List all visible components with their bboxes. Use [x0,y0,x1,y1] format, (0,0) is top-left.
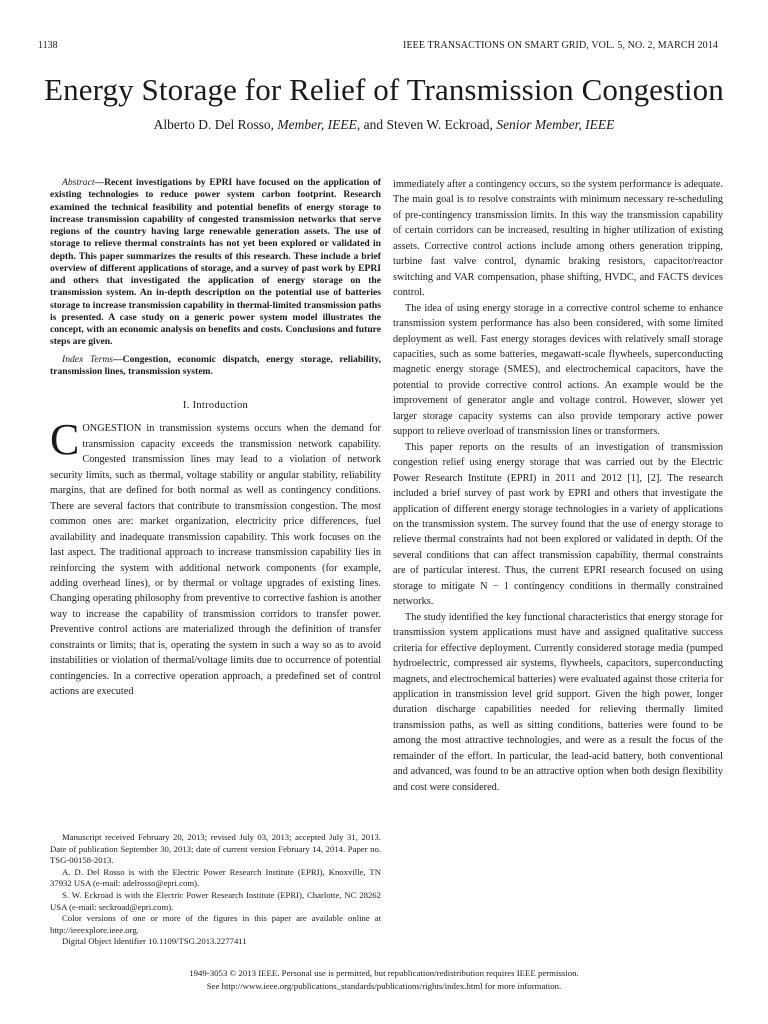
intro-paragraph-3: This paper reports on the results of an investigation of transmission congestion relief using energy storage that was carried out by the Electric Power Research Institute (EPRI) in 2011 and 2012 [1], [2]. The research included a brief survey of past work by EPRI and others that investigate the application of different energy storage technologies in a variety of applications on the transmission system. The survey found that the use of energy storage to relieve thermal constraints had not been explored or validated in depth. Of the several conditions that can affect transmission capability, thermal constraints are of particular interest. Thus, the current EPRI research focused on using storage to mitigate N − 1 contingency conditions in thermally constrained networks. [393,441,723,608]
footnote-doi: Digital Object Identifier 10.1109/TSG.2013.2277411 [62,936,247,947]
section-heading: I. Introduction [182,400,249,411]
abstract-label: Abstract [62,177,95,188]
author-2-role: Senior Member, IEEE [496,117,615,132]
author-1-role: Member, IEEE, [277,117,361,132]
author-2-name: Steven W. Eckroad, [386,117,493,132]
intro-paragraph-1 [50,415,381,699]
copyright-line-2: See http://www.ieee.org/publications_standards/publications/rights/index.html for more information. [206,981,562,991]
index-terms [50,354,381,379]
intro-paragraph-1-text: in transmission systems occurs when the demand for transmission capacity exceeds the transmission network capability. Congested transmission lines may lead to a violation of network security limits, such as thermal, voltage stability or angular stability, reliability margins, that are defined for both normal as well as contingency conditions. There are several factors that contribute to transmission congestion. The most common ones are: market organization, electricity price differences, fuel availability and inadequate transmission capability. This work focuses on the last aspect. The traditional approach to increase transmission capability lies in reinforcing the system with additional network components (for example, adding overhead lines), or by thermal or voltage upgrades of existing lines. Changing operating philosophy from preventive to corrective fashion is another way to increase the capability of transmission corridors to transfer power. Preventive control actions are materialized through the definition of transfer constraints or limits; that is, operating the system in such a way so as to avoid instabilities or violation of thermal/voltage limits due to occurrence of potential contingencies. In a corrective operation approach, a predefined set of control actions are executed [50,423,381,698]
footnotes [50,832,381,948]
copyright-notice [0,967,768,993]
copyright-line-1: 1949-3053 © 2013 IEEE. Personal use is permitted, but republication/redistribution requires IEEE permission. [189,968,579,978]
right-column [393,177,723,795]
intro-paragraph-1-continued: immediately after a contingency occurs, so the system performance is adequate. The main goal is to resolve constraints with minimum necessary re-scheduling of pre-contingency transmission limits. In this way the transmission capability of certain corridors can be increased, resulting in higher utilization of existing assets. Corrective control actions include among others generation tripping, turbine fast valve control, dynamic braking resistors, capacitor/reactor switching and VAR compensation, phase shifting, HVDC, and FACTS devices control. [393,179,723,299]
abstract-text: —Recent investigations by EPRI have focused on the application of existing technologies to reduce power system carbon footprint. Research examined the technical feasibility and potential benefits of energy storage to increase transmission capability of congested transmission networks that serve regions of the country having large renewable generation assets. The use of storage to relieve thermal constraints has not yet been explored or validated in depth. This paper summarizes the results of this research. These include a brief overview of different applications of storage, and a survey of past work by EPRI and others that investigated the application of energy storage on the transmission system. An in-depth description on the potential use of batteries storage to increase transmission capability in thermal-limited transmission paths is presented. A case study on a generic power system model illustrates the concept, with an economic analysis on benefits and costs. Conclusions and future steps are given. [50,177,381,348]
lead-word: ONGESTION [82,423,142,435]
index-terms-text: —Congestion, economic dispatch, energy storage, reliability, transmission lines, transmission system. [50,353,382,377]
intro-paragraph-4: The study identified the key functional characteristics that energy storage for transmission system applications must have and assigned qualitative success criteria for effective deployment. Currently considered storage media (pumped hydroelectric, compressed air systems, flywheels, capacitors, superconducting magnets, and electrochemical batteries) were evaluated against those criteria for application in transmission level grid support. Given the high power, longer duration discharge capabilities needed for relieving thermally limited transmission paths, as well as sitting conditions, batteries were found to be among the most attractive technologies, and were as a result the focus of the remainder of the effort. In particular, the lead-acid battery, both conventional and advanced, was found to be an attractive option when both design flexibility and cost were considered. [393,611,723,793]
intro-paragraph-2: The idea of using energy storage in a corrective control scheme to enhance transmission system performance has also been considered, with some limited deployment as well. Fast energy storages devices with relatively small storage capacities, such as some batteries, megawatt-scale flywheels, superconducting magnetic energy storage (SMES), and electrochemical capacitors, have the potential to provide corrective control actions. An example would be the improvement of generator angle and voltage control. However, slower yet larger storage capacity systems can also provide temporary active power support to relieve overload of transmission lines or transformers. [393,302,723,438]
running-head: IEEE TRANSACTIONS ON SMART GRID, VOL. 5, NO. 2, MARCH 2014 [403,40,718,51]
author-1-name: Alberto D. Del Rosso, [153,117,274,132]
footnote-author-2: S. W. Eckroad is with the Electric Power Research Institute (EPRI), Charlotte, NC 28262 USA (e-mail: seckroad@epri.com). [50,889,381,912]
footnote-author-1: A. D. Del Rosso is with the Electric Power Research Institute (EPRI), Knoxville, TN 37932 USA (e-mail: adelrosso@epri.com). [50,866,381,889]
abstract [50,177,381,349]
index-terms-label: Index Terms [62,353,114,365]
footnote-manuscript: Manuscript received February 20, 2013; revised July 03, 2013; accepted July 31, 2013. Date of publication September 30, 2013; date of current version February 14, 2014. Paper no. TSG-00158-2013. [50,832,381,866]
left-column [50,177,381,700]
paper-title: Energy Storage for Relief of Transmission Congestion [44,72,724,107]
drop-cap: C [50,415,80,465]
author-connector: and [363,117,384,132]
page-number: 1138 [38,40,58,51]
author-line [0,117,768,133]
footnote-color: Color versions of one or more of the figures in this paper are available online at http://ieeexplore.ieee.org. [50,913,381,935]
